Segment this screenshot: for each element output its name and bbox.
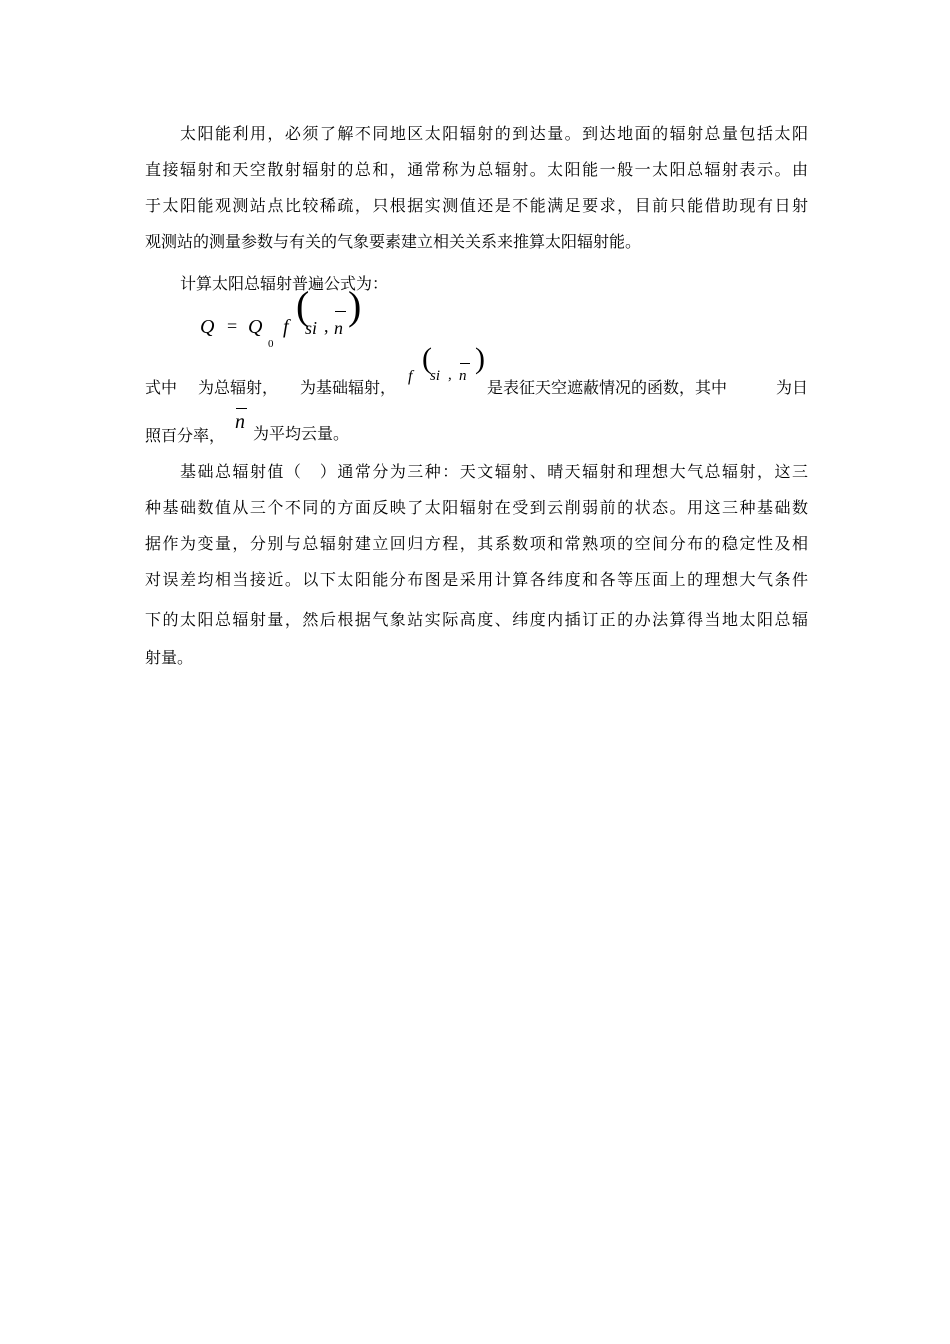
formula-equals: =: [227, 316, 238, 336]
explain-line-2-end: 为平均云量。: [253, 424, 350, 443]
paragraph-1-line-4: 观测站的测量参数与有关的气象要素建立相关关系来推算太阳辐射能。: [145, 232, 642, 251]
formula-q0: Q: [248, 316, 263, 338]
formula-n: n: [334, 318, 343, 338]
explain-part-4: 是表征天空遮蔽情况的函数，其中: [487, 378, 728, 397]
inline-left-paren: (: [422, 342, 432, 375]
explain-line-2-start: 照百分率，: [145, 426, 226, 445]
formula-overbar: [335, 311, 346, 312]
inline-right-paren: ): [475, 342, 485, 375]
formula-left-paren: (: [296, 283, 310, 328]
inline-f: f: [408, 368, 413, 385]
inline-si: si: [430, 368, 441, 384]
explain-part-5: 为日: [776, 378, 809, 397]
inline-n: n: [459, 368, 467, 384]
formula-comma: ,: [324, 316, 329, 336]
formula-f: f: [283, 316, 289, 338]
inline-comma: ,: [448, 367, 452, 383]
paragraph-2-line-1: 基础总辐射值（ ）通常分为三种：天文辐射、晴天辐射和理想大气总辐射，这三: [180, 462, 808, 481]
inline-overbar: [460, 363, 470, 364]
line-2-n: n: [235, 411, 245, 433]
explain-part-1: 式中: [145, 378, 178, 397]
explain-part-2: 为总辐射，: [198, 378, 279, 397]
paragraph-2-line-2: 种基础数值从三个不同的方面反映了太阳辐射在受到云削弱前的状态。用这三种基础数: [145, 498, 808, 517]
paragraph-1-line-2: 直接辐射和天空散射辐射的总和，通常称为总辐射。太阳能一般一太阳总辐射表示。由: [145, 160, 808, 179]
paragraph-1-line-3: 于太阳能观测站点比较稀疏，只根据实测值还是不能满足要求，目前只能借助现有日射: [145, 196, 808, 215]
formula-subscript-0: 0: [268, 338, 274, 350]
formula-right-paren: ): [348, 283, 362, 328]
line-2-overbar: [236, 408, 247, 409]
explain-part-3: 为基础辐射，: [300, 378, 397, 397]
paragraph-2-line-6: 射量。: [145, 648, 194, 667]
paragraph-2-line-5: 下的太阳总辐射量，然后根据气象站实际高度、纬度内插订正的办法算得当地太阳总辐: [145, 610, 808, 629]
paragraph-2-line-4: 对误差均相当接近。以下太阳能分布图是采用计算各纬度和各等压面上的理想大气条件: [145, 570, 808, 589]
formula-intro: 计算太阳总辐射普遍公式为：: [180, 274, 389, 293]
formula-q: Q: [200, 316, 215, 338]
paragraph-2-line-3: 据作为变量，分别与总辐射建立回归方程，其系数项和常熟项的空间分布的稳定性及相: [145, 534, 808, 553]
formula-si: si: [305, 318, 318, 338]
paragraph-1-line-1: 太阳能利用，必须了解不同地区太阳辐射的到达量。到达地面的辐射总量包括太阳: [180, 124, 808, 143]
